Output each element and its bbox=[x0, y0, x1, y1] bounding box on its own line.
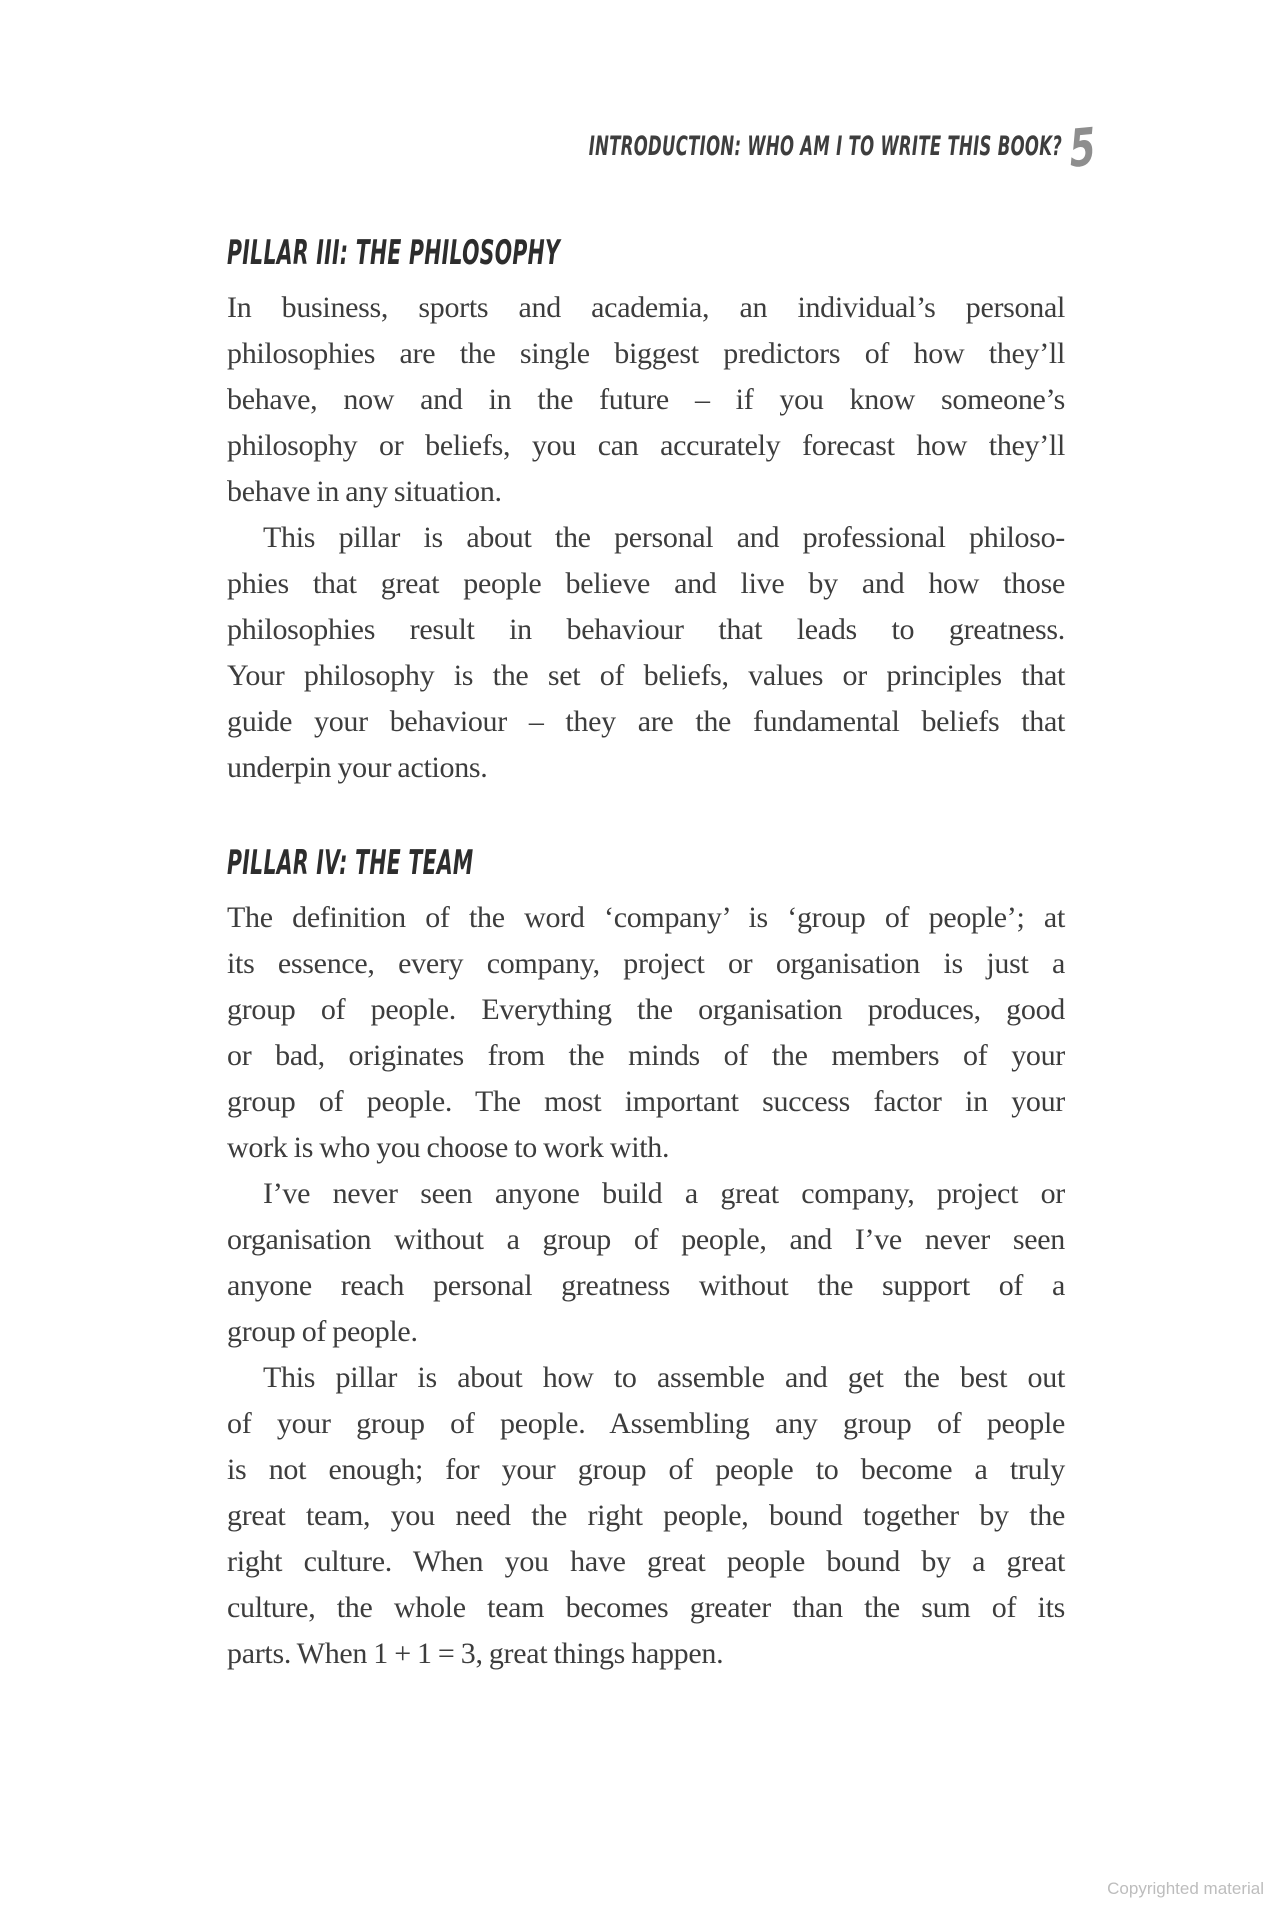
text-line: parts. When 1 + 1 = 3, great things happen. bbox=[227, 1637, 724, 1670]
section-heading: PILLAR III: THE PHILOSOPHY bbox=[227, 233, 561, 273]
paragraph bbox=[227, 285, 1065, 515]
section-heading: PILLAR IV: THE TEAM bbox=[227, 843, 474, 883]
text-line: group of people. bbox=[227, 1315, 418, 1348]
text-line: philosophies are the single biggest predictors of how they’ll bbox=[227, 337, 1065, 370]
text-line: philosophy or beliefs, you can accurately forecast how they’ll bbox=[227, 429, 1065, 462]
text-line: In business, sports and academia, an individual’s personal bbox=[227, 291, 1065, 324]
page-number: 5 bbox=[1068, 117, 1098, 180]
text-line: its essence, every company, project or organisation is just a bbox=[227, 947, 1065, 980]
text-line: is not enough; for your group of people to become a truly bbox=[227, 1453, 1065, 1486]
text-line: great team, you need the right people, bound together by the bbox=[227, 1499, 1065, 1532]
copyright-notice: Copyrighted material bbox=[1107, 1879, 1264, 1898]
text-line: I’ve never seen anyone build a great company, project or bbox=[263, 1177, 1065, 1210]
text-line: group of people. The most important success factor in your bbox=[227, 1085, 1065, 1118]
text-line: This pillar is about the personal and professional philoso- bbox=[263, 521, 1065, 554]
page-content bbox=[227, 231, 1065, 1677]
text-line: Your philosophy is the set of beliefs, values or principles that bbox=[227, 659, 1065, 692]
text-line: work is who you choose to work with. bbox=[227, 1131, 670, 1164]
text-line: phies that great people believe and live by and how those bbox=[227, 567, 1065, 600]
text-line: underpin your actions. bbox=[227, 751, 488, 784]
text-line: philosophies result in behaviour that leads to greatness. bbox=[227, 613, 1065, 646]
paragraph bbox=[227, 895, 1065, 1171]
text-line: culture, the whole team becomes greater than the sum of its bbox=[227, 1591, 1065, 1624]
paragraph bbox=[227, 515, 1065, 791]
paragraph bbox=[227, 1171, 1065, 1355]
text-line: guide your behaviour – they are the fundamental beliefs that bbox=[227, 705, 1065, 738]
text-line: behave in any situation. bbox=[227, 475, 502, 508]
text-line: anyone reach personal greatness without the support of a bbox=[227, 1269, 1065, 1302]
text-line: organisation without a group of people, and I’ve never seen bbox=[227, 1223, 1065, 1256]
text-line: right culture. When you have great people bound by a great bbox=[227, 1545, 1065, 1578]
text-line: The definition of the word ‘company’ is ‘group of people’; at bbox=[227, 901, 1065, 934]
text-line: behave, now and in the future – if you know someone’s bbox=[227, 383, 1065, 416]
running-header: INTRODUCTION: WHO AM I TO WRITE THIS BOOK? bbox=[588, 131, 1062, 162]
paragraph bbox=[227, 1355, 1065, 1677]
text-line: or bad, originates from the minds of the members of your bbox=[227, 1039, 1065, 1072]
text-line: This pillar is about how to assemble and get the best out bbox=[263, 1361, 1065, 1394]
text-line: group of people. Everything the organisation produces, good bbox=[227, 993, 1065, 1026]
text-line: of your group of people. Assembling any group of people bbox=[227, 1407, 1065, 1440]
